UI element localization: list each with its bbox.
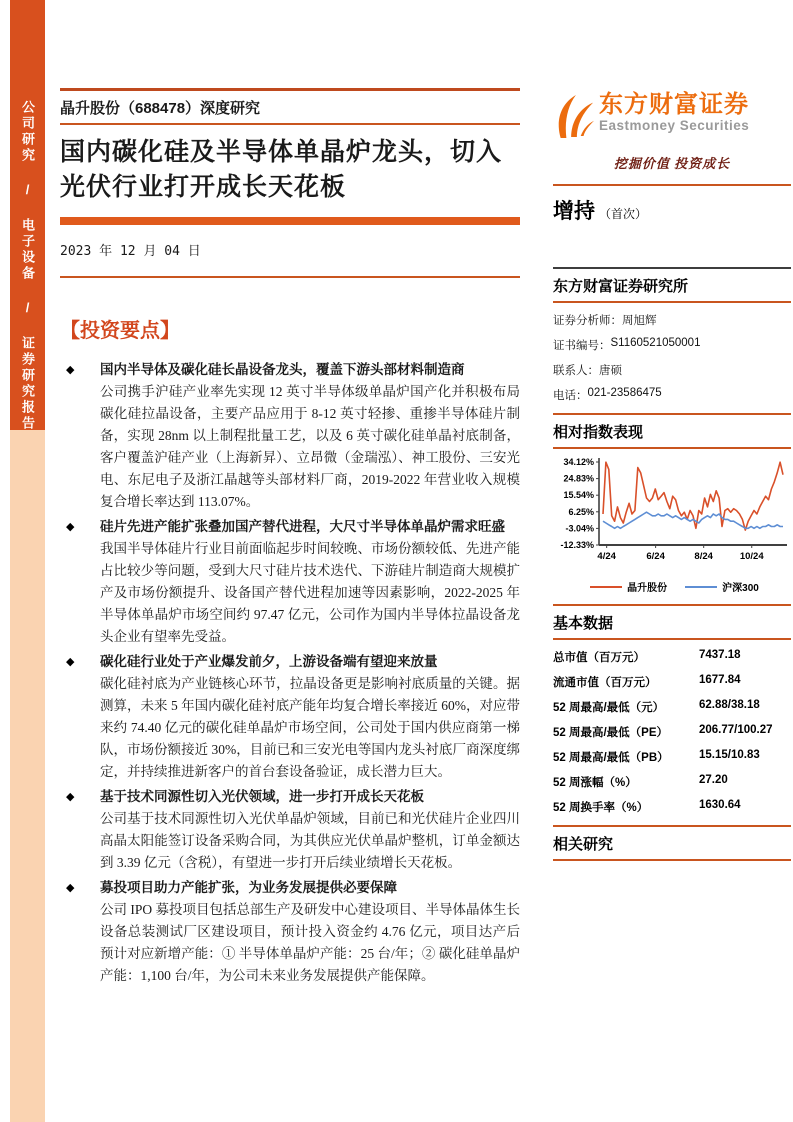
sidebar-bottom-band xyxy=(10,430,45,1122)
report-title-line1: 国内碳化硅及半导体单晶炉龙头，切入 xyxy=(60,138,503,166)
rule-below-institute xyxy=(553,301,791,303)
rule-below-report-type xyxy=(60,123,520,125)
legend-label: 晶升股份 xyxy=(627,583,668,594)
svg-text:15.54%: 15.54% xyxy=(563,490,594,501)
svg-text:-3.04%: -3.04% xyxy=(565,523,594,534)
chart-section-title: 相对指数表现 xyxy=(553,424,644,441)
report-type-label: 晶升股份（688478）深度研究 xyxy=(60,100,261,117)
relative-index-section-head xyxy=(553,413,791,449)
list-item xyxy=(60,651,520,783)
category-sidebar xyxy=(10,0,45,1122)
analyst-label: 证书编号： xyxy=(553,340,611,352)
info-column xyxy=(553,0,791,861)
basic-data-section-head xyxy=(553,604,791,640)
bullet-body: 我国半导体硅片行业目前面临起步时间较晚、市场份额较低、先进产能占比较少等问题，受到大尺寸硅片技术迭代、下游硅片制造商大规模扩产及市场份额提升、设备国产替代进程加速等因素影响，2022-2025 年半导体单晶炉市场空间约 97.47 亿元，公司作为国内半导体拉晶设备龙头企业有望率先受益。 xyxy=(100,541,520,644)
rating-note: （首次） xyxy=(599,207,648,221)
line-chart-canvas xyxy=(553,453,791,571)
brand-tagline: 挖掘价值 投资成长 xyxy=(613,156,731,171)
bullet-heading: 碳化硅行业处于产业爆发前夕，上游设备端有望迎来放量 xyxy=(100,654,438,669)
bullet-heading: 国内半导体及碳化硅长晶设备龙头，覆盖下游头部材料制造商 xyxy=(100,362,465,377)
table-row xyxy=(553,799,791,815)
analyst-row xyxy=(553,362,791,378)
legend-line-swatch-blue xyxy=(685,586,717,588)
relative-performance-chart xyxy=(553,453,791,594)
basic-data-label: 52 周最高/最低（PE） xyxy=(553,727,669,739)
bullet-body: 公司 IPO 募投项目包括总部生产及研发中心建设项目、半导体晶体生长设备总装测试厂区建设项目，预计投入资金约 4.76 亿元，项目达产后预计对应新增产能：① 半导体单晶炉产能：25 台/年；② 碳化硅单晶炉产能：1,100 台/年，为公司未来业务发展提供产能保障。 xyxy=(100,902,521,983)
basic-data-title: 基本数据 xyxy=(553,615,614,632)
basic-data-value: 62.88/38.18 xyxy=(699,699,760,711)
svg-text:24.83%: 24.83% xyxy=(563,473,594,484)
basic-data-label: 52 周换手率（%） xyxy=(553,802,649,814)
institute-title: 东方财富证券研究所 xyxy=(553,278,689,295)
table-row xyxy=(553,699,791,715)
table-row xyxy=(553,774,791,790)
related-research-section-head xyxy=(553,825,791,861)
chart-legend xyxy=(553,579,791,594)
svg-text:34.12%: 34.12% xyxy=(563,457,594,467)
bullet-heading: 基于技术同源性切入光伏领域，进一步打开成长天花板 xyxy=(100,789,424,804)
highlights-list xyxy=(60,359,520,987)
legend-label: 沪深300 xyxy=(722,583,759,594)
analyst-value: 周旭辉 xyxy=(622,315,657,327)
svg-text:4/24: 4/24 xyxy=(597,551,616,562)
table-row xyxy=(553,649,791,665)
basic-data-label: 流通市值（百万元） xyxy=(553,677,657,689)
basic-data-value: 27.20 xyxy=(699,774,728,786)
analyst-value: 021-23586475 xyxy=(587,387,662,399)
analyst-label: 证券分析师： xyxy=(553,315,622,327)
report-date: 2023 年 12 月 04 日 xyxy=(60,244,201,259)
svg-text:6/24: 6/24 xyxy=(646,551,665,562)
basic-data-value: 1677.84 xyxy=(699,674,741,686)
report-type-block xyxy=(60,88,520,125)
rule-below-chart-title xyxy=(553,447,791,449)
rule-below-related-research xyxy=(553,859,791,861)
title-accent-bar xyxy=(60,217,520,225)
analyst-row xyxy=(553,387,791,403)
diamond-bullet-icon: ◆ xyxy=(66,656,75,668)
related-research-title: 相关研究 xyxy=(553,836,614,853)
bullet-body: 公司基于技术同源性切入光伏单晶炉领域，目前已和光伏硅片企业四川高晶太阳能签订设备采购合同，为其供应光伏单晶炉整机，订单金额达到 3.39 亿元（含税），有望进一步打开后续业绩增长天花板。 xyxy=(100,811,520,870)
list-item xyxy=(60,516,520,648)
table-row xyxy=(553,724,791,740)
rule-below-date xyxy=(60,276,520,278)
basic-data-value: 1630.64 xyxy=(699,799,741,811)
basic-data-label: 52 周最高/最低（PB） xyxy=(553,752,669,764)
basic-data-value: 206.77/100.27 xyxy=(699,724,773,736)
svg-text:6.25%: 6.25% xyxy=(568,506,594,517)
analyst-label: 联系人： xyxy=(553,365,599,377)
table-row xyxy=(553,674,791,690)
brand-logo xyxy=(553,92,791,140)
investment-highlights-title: 【投资要点】 xyxy=(60,320,180,342)
basic-data-label: 52 周最高/最低（元） xyxy=(553,702,665,714)
analyst-value: S1160521050001 xyxy=(610,337,701,349)
legend-line-swatch-red xyxy=(590,586,622,588)
rating-block xyxy=(553,195,791,225)
basic-data-label: 总市值（百万元） xyxy=(553,652,645,664)
analyst-row xyxy=(553,312,791,328)
report-title xyxy=(60,135,520,205)
sidebar-vertical-text: 公司研究 / 电子设备 / 证券研究报告 xyxy=(20,100,35,432)
bullet-heading: 硅片先进产能扩张叠加国产替代进程，大尺寸半导体单晶炉需求旺盛 xyxy=(100,519,505,534)
diamond-bullet-icon: ◆ xyxy=(66,521,75,533)
report-title-line2: 光伏行业打开成长天花板 xyxy=(60,173,347,201)
brand-name-cn: 东方财富证券 xyxy=(599,91,749,118)
list-item xyxy=(60,359,520,513)
basic-data-label: 52 周涨幅（%） xyxy=(553,777,637,789)
table-row xyxy=(553,749,791,765)
brand-name-en: Eastmoney Securities xyxy=(599,118,750,133)
diamond-bullet-icon: ◆ xyxy=(66,364,75,376)
svg-text:-12.33%: -12.33% xyxy=(560,540,594,550)
basic-data-value: 15.15/10.83 xyxy=(699,749,760,761)
diamond-bullet-icon: ◆ xyxy=(66,791,75,803)
diamond-bullet-icon: ◆ xyxy=(66,882,75,894)
analyst-row xyxy=(553,337,791,353)
svg-text:10/24: 10/24 xyxy=(739,551,764,562)
rule-below-basic-data xyxy=(553,638,791,640)
bullet-body: 碳化硅衬底为产业链核心环节，拉晶设备更是影响衬底质量的关键。据测算，未来 5 年国内碳化硅衬底产能年均复合增长率接近 60%，对应带来约 74.40 亿元的碳化硅单晶炉市场空间，公司处于国内供应商第一梯队，市场份额接近 30%，目前已和三安光电等国内龙头衬底厂商深度绑定，并持续推进新客户的首台套设备验证，成长潜力巨大。 xyxy=(100,676,520,779)
rating-label: 增持 xyxy=(553,200,595,223)
svg-text:8/24: 8/24 xyxy=(694,551,713,562)
main-column xyxy=(60,0,520,990)
rule-below-tagline xyxy=(553,184,791,186)
bullet-heading: 募投项目助力产能扩张，为业务发展提供必要保障 xyxy=(100,880,397,895)
analyst-label: 电话： xyxy=(553,390,588,402)
analyst-value: 唐硕 xyxy=(599,365,622,377)
bullet-body: 公司携手沪硅产业率先实现 12 英寸半导体级单晶炉国产化并积极布局碳化硅拉晶设备，主要产品应用于 8-12 英寸轻掺、重掺半导体硅片制备，实现 28nm 以上制程批量工艺，以及 6 英寸碳化硅单晶衬底制备，客户覆盖沪硅产业（上海新昇）、立昂微（金瑞泓）、神工股份、三安光电、东尼电子及浙江晶越等头部材料厂商，2019-2022 年营业收入规模复合增长率达到 113.07%。 xyxy=(100,384,520,509)
list-item xyxy=(60,877,520,987)
basic-data-value: 7437.18 xyxy=(699,649,741,661)
list-item xyxy=(60,786,520,874)
eastmoney-flame-icon xyxy=(553,92,595,140)
